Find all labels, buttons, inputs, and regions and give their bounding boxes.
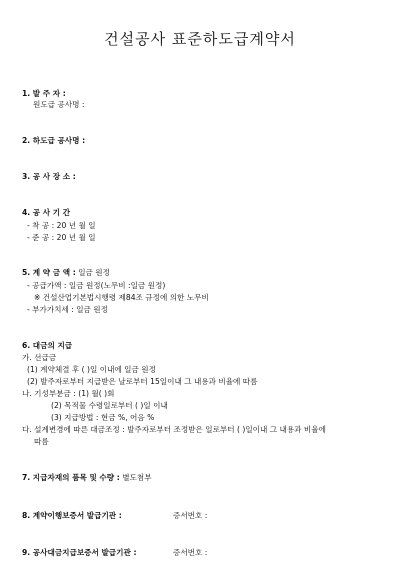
section-4-period-heading: 4. 공 사 기 간	[22, 208, 71, 217]
document-title: 건설공사 표준하도급계약서	[104, 30, 296, 48]
price-adjustment-line: 다. 설계변경에 따른 대금조정 : 발주자로부터 조정받은 일로부터 ( )일이내 그 내용과 비율에	[22, 425, 326, 434]
labor-cost-note: ※ 건설산업기본법시행령 제84조 규정에 의한 노무비	[34, 293, 209, 302]
end-date-line: - 준 공 : 20 년 월 일	[27, 233, 96, 242]
section-8-certificate-number-label: 증서번호 :	[173, 511, 208, 520]
advance-payment-item-2: (2) 발주자로부터 지급받은 날로부터 15일이내 그 내용과 비율에 따름	[27, 377, 258, 386]
advance-payment-item-1: (1) 계약체결 후 ( )일 이내에 일금 원정	[27, 365, 156, 374]
progress-payment-item-2: (2) 목적물 수령일로부터 ( )일 이내	[51, 401, 168, 410]
section-1-client-heading: 1. 발 주 자 :	[22, 89, 66, 98]
price-adjustment-continuation: 따름	[34, 437, 49, 446]
contract-amount-value: 일금 원정	[78, 268, 110, 277]
materials-value: 별도첨부	[122, 473, 152, 482]
section-9-certificate-number-label: 증서번호 :	[173, 548, 208, 557]
section-8-performance-bond-heading: 8. 계약이행보증서 발급기관 :	[22, 511, 122, 520]
section-3-site-heading: 3. 공 사 장 소 :	[22, 172, 76, 181]
progress-payment-item-3: (3) 지급방법 : 현금 %, 어음 %	[51, 413, 155, 422]
section-2-subcontract-project-heading: 2. 하도급 공사명 :	[22, 136, 86, 145]
section-5-contract-amount	[22, 268, 110, 278]
original-project-name-label: 원도급 공사명 :	[33, 100, 85, 109]
section-9-payment-bond-heading: 9. 공사대금지급보증서 발급기관 :	[22, 548, 137, 557]
start-date-line: - 착 공 : 20 년 월 일	[27, 221, 96, 230]
section-5-heading: 5. 계 약 금 액 :	[22, 268, 76, 277]
vat-line: - 부가가치세 : 일금 원정	[27, 305, 108, 314]
section-7-materials	[22, 473, 152, 483]
supply-value-line: - 공급가액 : 일금 원정(노무비 :일금 원정)	[27, 281, 166, 290]
progress-payment-line: 나. 기성부분금 : (1) 월( )회	[22, 389, 115, 398]
section-7-heading: 7. 지급자재의 품목 및 수량 :	[22, 473, 120, 482]
advance-payment-label: 가. 선급금	[22, 353, 57, 362]
section-6-payment-heading: 6. 대금의 지급	[22, 341, 73, 350]
